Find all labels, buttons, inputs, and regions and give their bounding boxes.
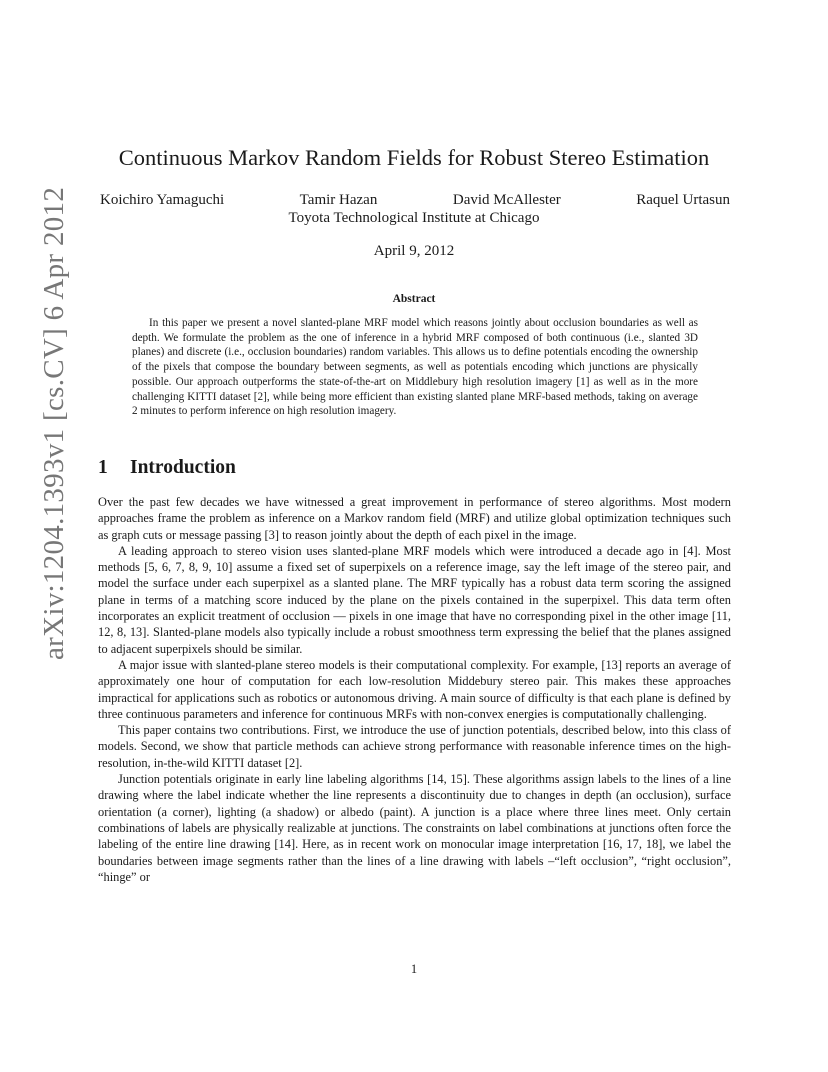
author-list [100, 192, 730, 209]
paragraph: This paper contains two contributions. First, we introduce the use of junction potentials, described below, into this class of models. Second, we show that particle methods can achieve strong performance with reasonable inference times on the high-resolution, in-the-wild KITTI dataset [2]. [98, 723, 731, 770]
paragraph: Junction potentials originate in early line labeling algorithms [14, 15]. These algorithms assign labels to the lines of a line drawing where the label indicate whether the line represents a discontinuity due to changes in depth (an occlusion), surface orientation (a corner), lighting (a shadow) or albedo (paint). A junction is a place where three lines meet. Only certain combinations of labels are physically realizable at junctions. The constraints on label combinations at junctions often force the labeling of the entire line drawing [14]. Here, as in recent work on monocular image interpretation [16, 17, 18], we label the boundaries between image segments rather than the lines of a line drawing with labels –“left occlusion”, “right occlusion”, “hinge” or [98, 772, 731, 884]
abstract-text: In this paper we present a novel slanted-plane MRF model which reasons jointly about occlusion boundaries as well as depth. We formulate the problem as the one of inference in a hybrid MRF composed of both continuous (i.e., slanted 3D planes) and discrete (i.e., occlusion boundaries) random variables. This allows us to define potentials encoding the ownership of the pixels that compose the boundary between segments, as well as potentials encoding which junctions are physically possible. Our approach outperforms the state-of-the-art on Middlebury high resolution imagery [1] as well as in the more challenging KITTI dataset [2], while being more efficient than existing slanted plane MRF-based methods, taking on average 2 minutes to perform inference on high resolution imagery. [132, 317, 698, 418]
abstract-heading: Abstract [392, 293, 436, 305]
section-title: Introduction [130, 457, 236, 478]
paragraph: A leading approach to stereo vision uses slanted-plane MRF models which were introduced a decade ago in [4]. Most methods [5, 6, 7, 8, 9, 10] assume a fixed set of superpixels on a reference image, say the left image of the stereo pair, and model the surface under each superpixel as a slanted plane. The MRF typically has a robust data term scoring the assigned plane in terms of a matching score induced by the plane on the pixels contained in the superpixel. This data term often incorporates an explicit treatment of occlusion — pixels in one image that have no corresponding pixel in the other image [11, 12, 8, 13]. Slanted-plane models also typically include a robust smoothness term expressing the belief that the planes assigned to adjacent superpixels should be similar. [98, 543, 731, 656]
paragraph: Over the past few decades we have witnessed a great improvement in performance of stereo algorithms. Most modern approaches frame the problem as inference on a Markov random field (MRF) and utilize global optimization techniques such as graph cuts or message passing [3] to reason jointly about the depth of each pixel in the image. [98, 495, 731, 542]
body-text [98, 494, 731, 885]
publication-date: April 9, 2012 [373, 243, 455, 259]
author-name: David McAllester [452, 192, 561, 208]
section-heading [98, 457, 236, 479]
paper-title: Continuous Markov Random Fields for Robust Stereo Estimation [118, 145, 710, 170]
author-name: Koichiro Yamaguchi [100, 192, 225, 208]
arxiv-identifier[interactable]: arXiv:1204.1393v1 [cs.CV] 6 Apr 2012 [38, 186, 70, 660]
affiliation: Toyota Technological Institute at Chicago [288, 210, 540, 226]
author-name: Raquel Urtasun [636, 192, 730, 208]
paragraph: A major issue with slanted-plane stereo models is their computational complexity. For example, [13] reports an average of approximately one hour of computation for each low-resolution Middebury stereo pair. This makes these approaches impractical for applications such as robotics or autonomous driving. A main source of difficulty is that each plane is defined by three continuous parameters and inference for continuous MRFs with non-convex energies is computationally challenging. [98, 657, 731, 721]
page-number: 1 [410, 962, 418, 976]
author-name: Tamir Hazan [299, 192, 378, 208]
section-number: 1 [98, 457, 108, 478]
